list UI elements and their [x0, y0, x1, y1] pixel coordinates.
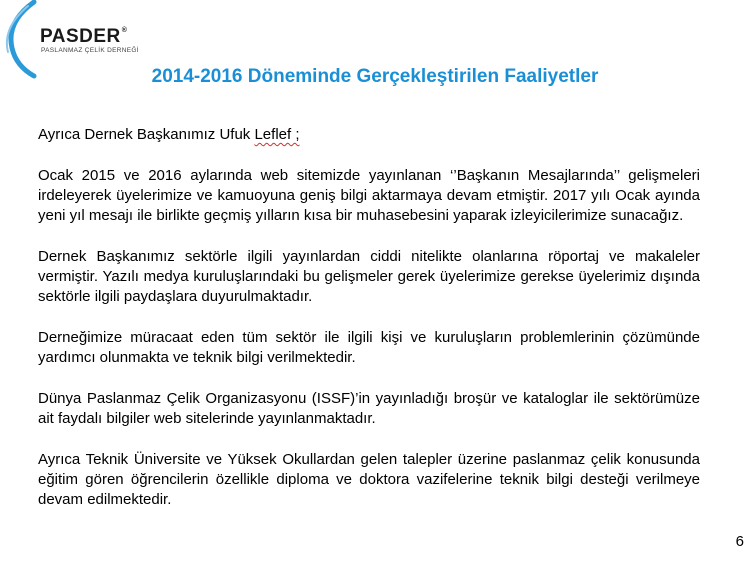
paragraph-1: Ocak 2015 ve 2016 aylarında web sitemizde yayınlanan ‘’Başkanın Mesajlarında’’ gelişmeleri irdeleyerek üyelerimize ve kamuoyuna geniş bilgi aktarmaya devam etmiştir. 2017 yılı Ocak ayında yeni yıl mesajı ile birlikte geçmiş yılların kısa bir muhasebesini yaparak izleyicilerimize sunacağız. [38, 167, 700, 224]
intro-prefix: Ayrıca Dernek Başkanımız Ufuk [38, 126, 255, 143]
paragraph-5: Ayrıca Teknik Üniversite ve Yüksek Okullardan gelen talepler üzerine paslanmaz çelik konusunda eğitim gören öğrencilerin özellikle diploma ve doktora vazifelerine teknik bilgi desteği verilmeye devam edilmektedir. [38, 451, 700, 508]
page-title: 2014-2016 Döneminde Gerçekleştirilen Faaliyetler [151, 66, 599, 87]
intro-name: Leflef ; [254, 126, 300, 143]
paragraph-3: Derneğimize müracaat eden tüm sektör ile ilgili kişi ve kuruluşların problemlerinin çözümünde yardımcı olunmakta ve teknik bilgi verilmektedir. [38, 329, 700, 366]
logo-subtitle: PASLANMAZ ÇELİK DERNEĞİ [41, 47, 139, 54]
content-body [38, 125, 700, 531]
paragraph-2: Dernek Başkanımız sektörle ilgili yayınlardan ciddi nitelikte olanlarına röportaj ve makaleler vermiştir. Yazılı medya kuruluşlarındaki bu gelişmeler gerek üyelerimize gerekse üyelerimiz dışında sektörle ilgili paydaşlara duyurulmaktadır. [38, 248, 700, 305]
paragraph-4: Dünya Paslanmaz Çelik Organizasyonu (ISSF)’in yayınladığı broşür ve kataloglar ile sektörümüze ait faydalı bilgiler web sitelerinde yayınlanmaktadır. [38, 390, 700, 427]
logo-wordmark-text: PASDER [40, 26, 121, 47]
registered-mark: ® [121, 27, 128, 34]
intro-line [38, 125, 700, 145]
logo-wordmark [40, 27, 127, 46]
page-number: 6 [735, 533, 744, 550]
